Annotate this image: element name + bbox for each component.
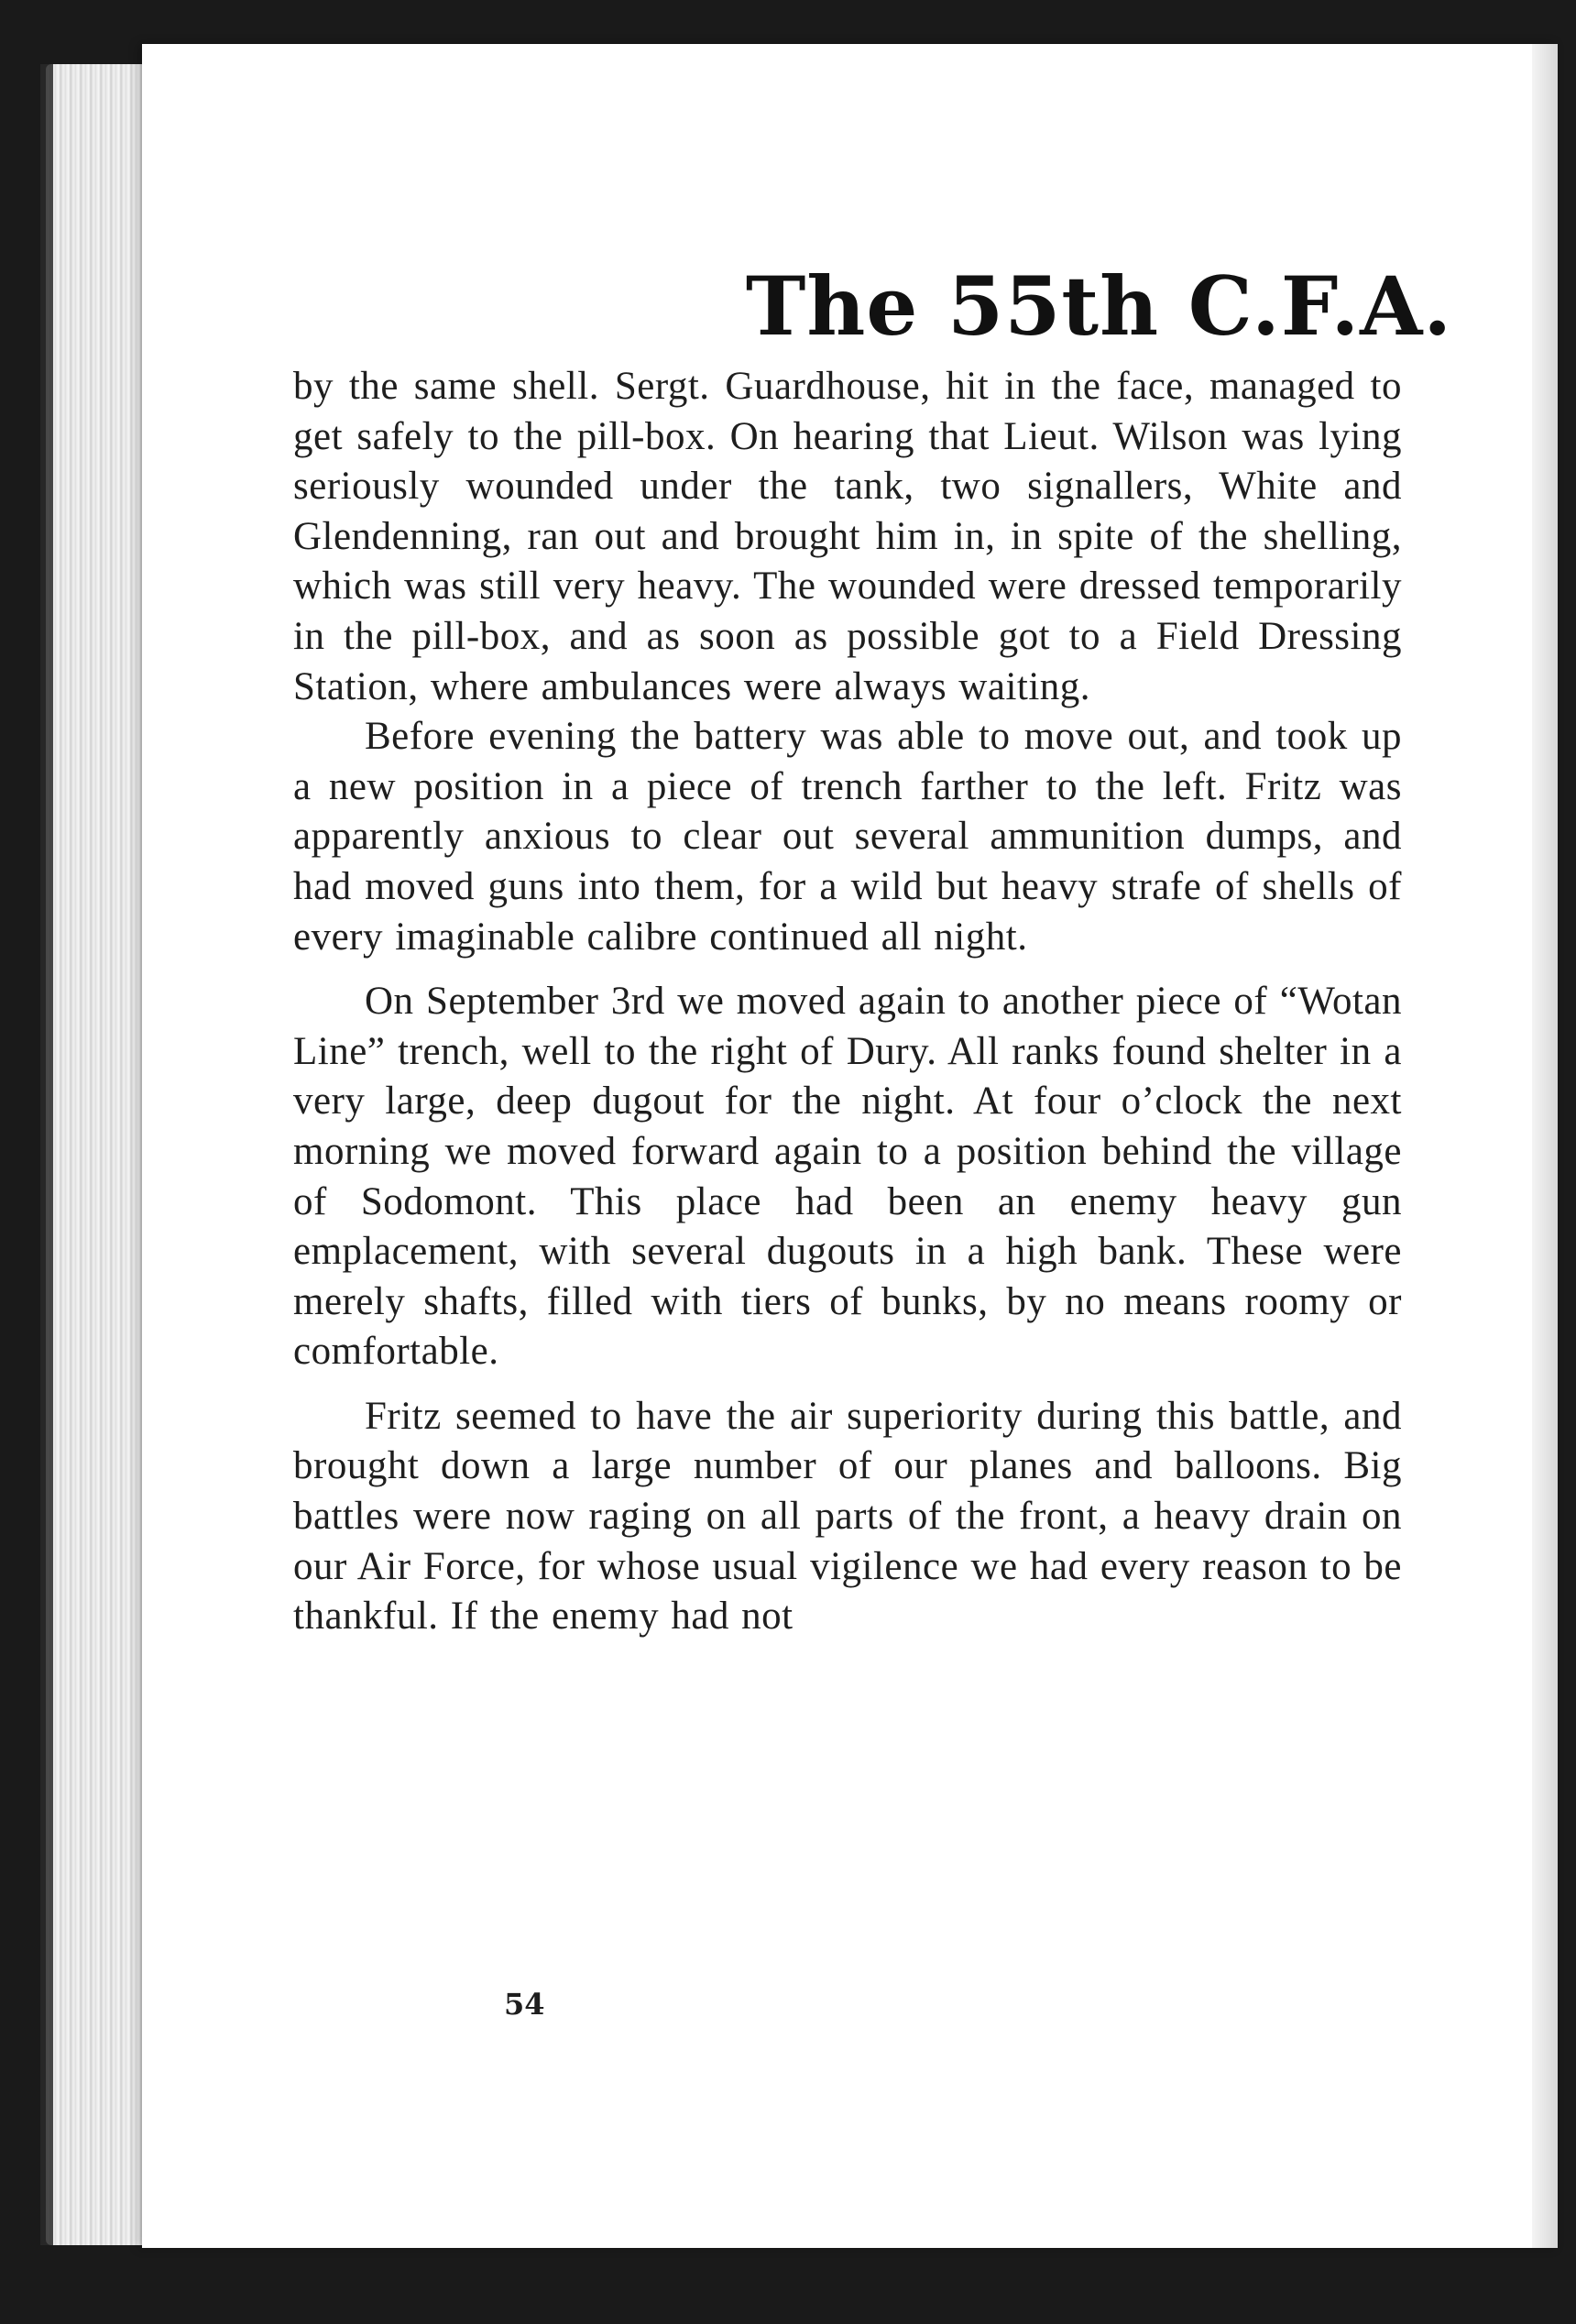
paragraph-3: On September 3rd we moved again to another piece of “Wotan Line” trench, well to the right of Dury. All ranks found shelter in a very large, deep dugout for the night. At four o’clock the next morning we moved forward again to a position behind the village of Sodomont. This place had been an enemy heavy gun emplacement, with several dugouts in a high bank. These were merely shafts, filled with tiers of bunks, by no means roomy or comfortable.: [293, 980, 1402, 1374]
paragraph-2: Before evening the battery was able to move out, and took up a new position in a piece of trench farther to the left. Fritz was apparently anxious to clear out several ammunition dumps, and had moved guns into them, for a wild but heavy strafe of shells of every imaginable calibre continued all night.: [293, 715, 1402, 959]
running-header-title: The 55th C.F.A.: [745, 258, 1452, 354]
body-text: [293, 362, 1402, 1642]
paragraph-4: Fritz seemed to have the air superiority during this battle, and brought down a large number of our planes and balloons. Big battles were now raging on all parts of the front, a heavy drain on our Air Force, for whose usual vigilence we had every reason to be thankful. If the enemy had not: [293, 1394, 1402, 1639]
paragraph-1: by the same shell. Sergt. Guardhouse, hit in the face, managed to get safely to the pill-box. On hearing that Lieut. Wilson was lying seriously wounded under the tank, two signallers, White and Glendenning, ran out and brought him in, in spite of the shelling, which was still very heavy. The wounded were dressed temporarily in the pill-box, and as soon as possible got to a Field Dressing Station, where ambulances were always waiting.: [293, 365, 1402, 708]
page-number: 54: [504, 1987, 545, 2022]
page-right-edge: [1532, 44, 1558, 2248]
